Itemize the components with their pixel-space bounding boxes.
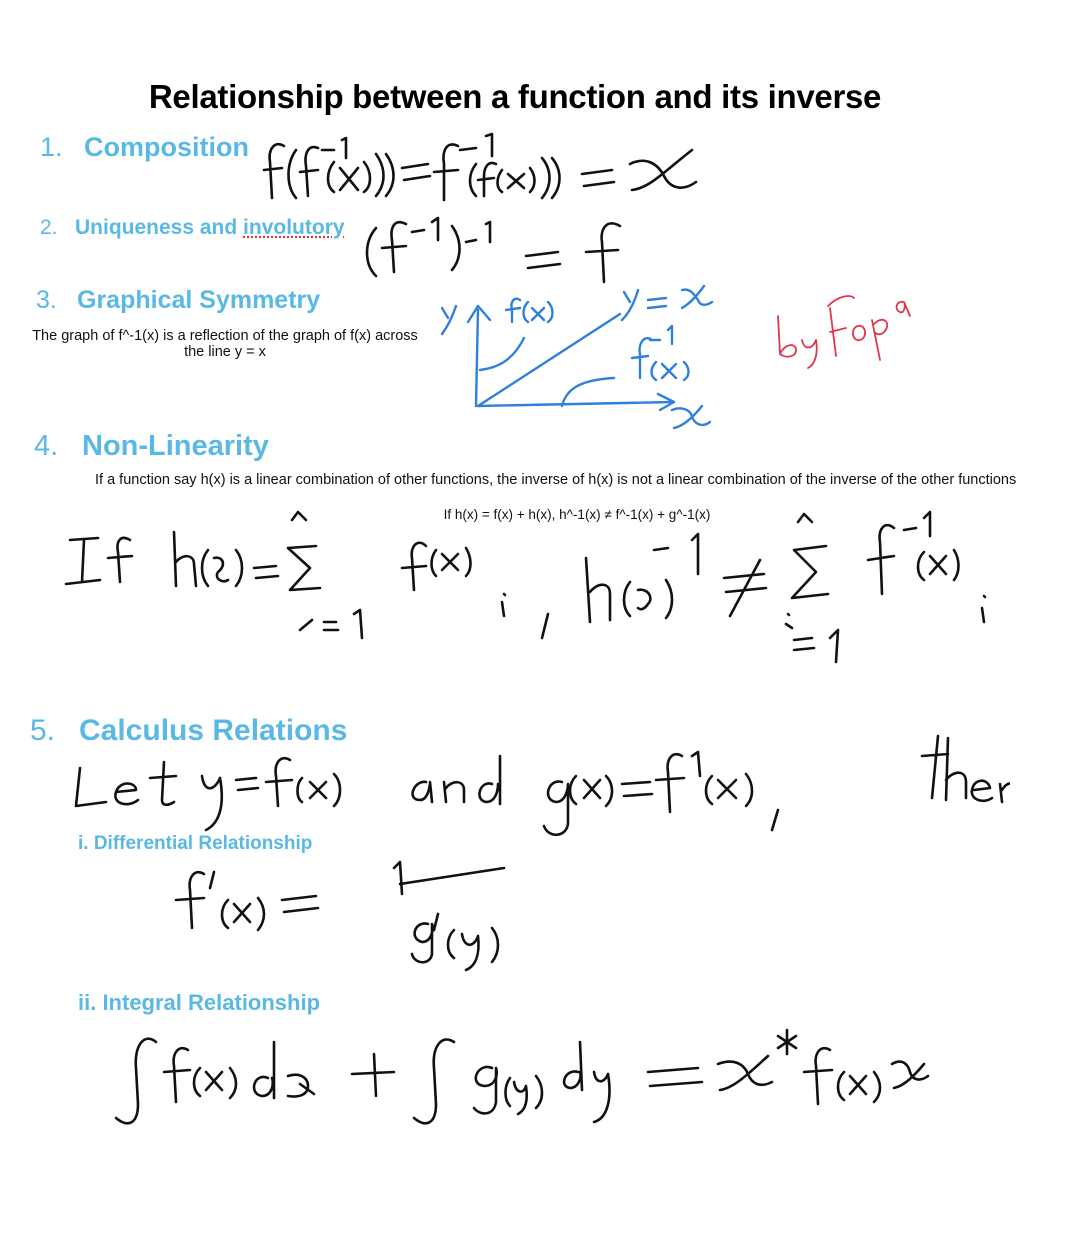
symmetry-note: [20, 328, 430, 360]
symmetry-graph: [436, 282, 726, 442]
nonlinearity-formula-note: If h(x) = f(x) + h(x), h^-1(x) ≠ f^-1(x) + g^-1(x): [443, 507, 711, 522]
line-y-equals-x: [478, 314, 620, 406]
section-title-underlined-word: involutory: [243, 216, 345, 239]
section-title: Calculus Relations: [79, 714, 348, 747]
composition-handwriting: [262, 128, 802, 208]
page-title: Relationship between a function and its inverse: [148, 78, 882, 115]
y-axis: [468, 306, 490, 406]
symmetry-note-line2: the line y = x: [184, 344, 266, 360]
section-number: 4.: [34, 430, 59, 462]
nonlinearity-handwriting: [64, 510, 1004, 678]
section-number: 3.: [36, 286, 57, 314]
section-number: 2.: [40, 216, 58, 239]
signature-by-fopa: [766, 276, 916, 372]
section-title: Graphical Symmetry: [77, 286, 321, 314]
let-statement-handwriting: [66, 726, 1010, 844]
symmetry-note-line1: The graph of f^-1(x) is a reflection of the graph of f(x) across: [32, 328, 418, 344]
section-title: Composition: [84, 132, 249, 162]
section-title: Uniqueness and: [75, 216, 238, 239]
f-curve: [480, 338, 524, 370]
f-inverse-label: [632, 326, 689, 380]
line-label: [622, 286, 712, 320]
nonlinearity-note: If a function say h(x) is a linear combination of other functions, the inverse of h(x) is not a linear combination of the inverse of the other functions: [95, 472, 1017, 488]
integral-formula-handwriting: [108, 1028, 958, 1138]
integral-subheading: ii. Integral Relationship: [78, 990, 321, 1015]
section-symmetry-heading: [36, 286, 320, 315]
differential-subheading: i. Differential Relationship: [78, 833, 313, 854]
section-number: 1.: [40, 132, 63, 162]
involutory-handwriting: [362, 210, 652, 285]
x-axis-label: [672, 406, 710, 428]
y-axis-label: [442, 306, 456, 334]
section-involutory-heading: [40, 216, 345, 240]
section-number: 5.: [30, 714, 56, 747]
x-axis: [478, 394, 674, 410]
section-composition-heading: [40, 132, 249, 163]
section-nonlinearity-heading: [34, 430, 269, 463]
f-inverse-curve: [562, 378, 614, 406]
differential-formula-handwriting: [170, 858, 530, 978]
section-title: Non-Linearity: [82, 430, 269, 462]
f-label: [506, 299, 553, 322]
